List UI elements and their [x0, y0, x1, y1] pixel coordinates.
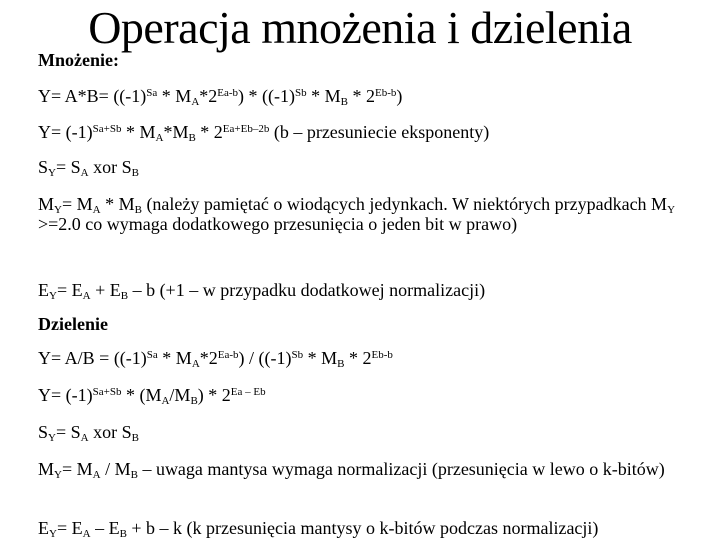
division-heading: Dzielenie — [38, 314, 108, 334]
multiplication-heading: Mnożenie: — [38, 50, 119, 70]
div-formula-line-1: $Y= A/B = ((-1)^{Sa} * M_A*2^{Ea-b}) / ((-1)^{Sb} * M_B * 2^{Eb-b}$ — [38, 348, 393, 370]
div-exponent-line: $E_Y= E_A - E_B + b - k$ (k przesunięcia mantysy o k-bitów podczas normalizacji) — [38, 518, 599, 540]
mult-sign-line: $S_Y= S_A$ xor $S_B$ — [38, 157, 139, 179]
div-sign-line: $S_Y= S_A$ xor $S_B$ — [38, 422, 139, 444]
slide-title: Operacja mnożenia i dzielenia — [88, 2, 632, 53]
div-formula-line-2: $Y= (-1)^{Sa+Sb} * (M_A/M_B) * 2^{Ea - Eb}$ — [38, 385, 266, 407]
mult-exponent-line: $E_Y= E_A + E_B - b$ (+1 – w przypadku dodatkowej normalizacji) — [38, 280, 486, 302]
mult-formula-line-1: $Y= A*B= ((-1)^{Sa} * M_A*2^{Ea-b}) * ((-1)^{Sb} * M_B * 2^{Eb-b})$ — [38, 86, 403, 108]
mult-formula-line-2: $Y= (-1)^{Sa+Sb} * M_A*M_B * 2^{Ea+Eb-2b}$ (b – przesuniecie eksponenty) — [38, 122, 490, 144]
mult-mantissa-paragraph: $M_Y= M_A * M_B$ (należy pamiętać o wiodących jedynkach. W niektórych przypadkach $M_Y >=2.0$ co wymaga dodatkowego przesunięcia o jeden bit w prawo) — [38, 194, 676, 234]
div-mantissa-paragraph: $M_Y= M_A / M_B$ – uwaga mantysa wymaga normalizacji (przesunięcia w lewo o k-bitów) — [38, 459, 665, 481]
